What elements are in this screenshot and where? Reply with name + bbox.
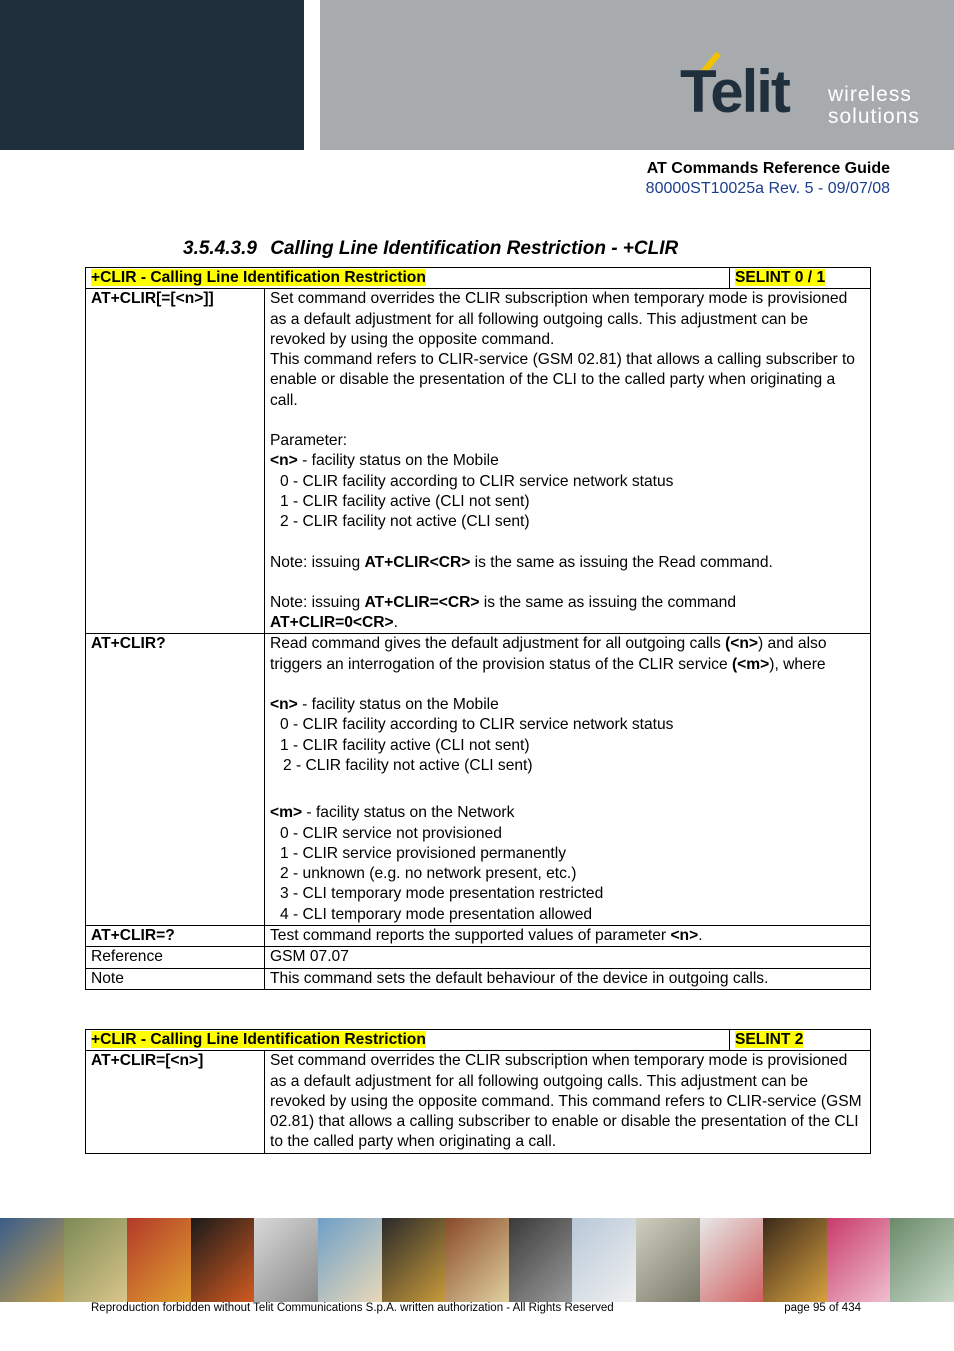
param-value: 2 - CLIR facility not active (CLI sent) (280, 513, 530, 531)
photo-tile (0, 1218, 64, 1302)
desc-param: (<n> (725, 635, 759, 653)
table-row (86, 968, 871, 989)
table-title: +CLIR - Calling Line Identification Restriction (91, 269, 426, 286)
table-row (86, 1051, 871, 1153)
parameter-label: Parameter: (270, 432, 348, 450)
table-title: +CLIR - Calling Line Identification Restriction (91, 1031, 426, 1048)
desc-param: <n> (670, 927, 699, 945)
parameter-m (270, 803, 865, 823)
photo-tile (382, 1218, 446, 1302)
param-value: 1 - CLIR facility active (CLI not sent) (280, 492, 530, 510)
section-title: Calling Line Identification Restriction - +CLIR (270, 238, 679, 259)
footer-rights: Reproduction forbidden without Telit Communications S.p.A. written authorization - All Rights Reserved (91, 1302, 614, 1314)
guide-revision: 80000ST10025a Rev. 5 - 09/07/08 (645, 180, 890, 197)
table-row (86, 947, 871, 968)
note-pre: Note: issuing (270, 553, 365, 571)
description-cell: This command sets the default behaviour of the device in outgoing calls. (265, 968, 871, 989)
note-cmd: AT+CLIR=0<CR> (270, 614, 394, 632)
telit-logo (676, 48, 936, 132)
description-text: Set command overrides the CLIR subscription when temporary mode is provisioned as a default adjustment for all following outgoing calls. This adjustment can be revoked by using the opposite command. (270, 290, 848, 348)
table-row (86, 926, 871, 947)
table-row (86, 289, 871, 634)
note-pre: Note: issuing (270, 593, 365, 611)
photo-tile (509, 1218, 573, 1302)
note-text (270, 553, 865, 573)
description-cell: Set command overrides the CLIR subscription when temporary mode is provisioned as a default adjustment for all following outgoing calls. This adjustment can be revoked by using the opposite command. This command refers to CLIR-service (GSM 02.81) that allows a calling subscriber to enable or disable the presentation of the CLI to the called party when originating a call. (265, 1051, 871, 1153)
note-end: . (393, 614, 398, 632)
command-cell: AT+CLIR=[<n>] (86, 1051, 265, 1153)
photo-tile (318, 1218, 382, 1302)
header-dark-panel (0, 0, 304, 150)
parameter-n (270, 695, 865, 715)
description-cell (265, 926, 871, 947)
note-text (270, 613, 865, 633)
selint-label: SELINT 0 / 1 (735, 269, 826, 286)
photo-tile (191, 1218, 255, 1302)
parameter-n (270, 451, 865, 471)
note-text (270, 593, 865, 613)
photo-tile (827, 1218, 891, 1302)
clir-table-selint-0-1 (85, 267, 871, 990)
desc-part: Read command gives the default adjustment for all outgoing calls (270, 635, 726, 653)
description-text (270, 634, 865, 675)
param-value: 0 - CLIR facility according to CLIR service network status (280, 472, 674, 490)
guide-title: AT Commands Reference Guide (646, 160, 890, 177)
table-header-row (86, 1030, 871, 1051)
table-title-cell (86, 1030, 730, 1051)
photo-tile (127, 1218, 191, 1302)
photo-tile (445, 1218, 509, 1302)
photo-tile (64, 1218, 128, 1302)
param-name: <m> (270, 804, 303, 822)
description-cell: GSM 07.07 (265, 947, 871, 968)
document-title (646, 159, 890, 199)
param-value: 1 - CLIR facility active (CLI not sent) (280, 736, 530, 754)
photo-tile (890, 1218, 954, 1302)
photo-tile (636, 1218, 700, 1302)
page-number: page 95 of 434 (784, 1302, 861, 1314)
desc-param: (<m> (731, 655, 770, 673)
label-cell: Note (86, 968, 265, 989)
desc-part: ), where (769, 655, 826, 673)
param-value: 4 - CLI temporary mode presentation allowed (280, 905, 593, 923)
param-value: 0 - CLIR facility according to CLIR service network status (280, 716, 674, 734)
logo-word: Telit (680, 58, 789, 125)
section-number: 3.5.4.3.9 (183, 238, 257, 259)
param-name: <n> (270, 452, 298, 470)
desc-part: . (698, 927, 703, 945)
param-desc: - facility status on the Network (302, 804, 515, 822)
param-value: 2 - CLIR facility not active (CLI sent) (283, 756, 533, 774)
description-cell (265, 289, 871, 634)
description-cell (265, 634, 871, 926)
logo-tagline (828, 84, 920, 128)
command-cell: AT+CLIR[=[<n>]] (86, 289, 265, 634)
note-post: is the same as issuing the Read command. (470, 553, 773, 571)
photo-tile (572, 1218, 636, 1302)
section-heading (183, 238, 678, 260)
param-value: 0 - CLIR service not provisioned (280, 824, 502, 842)
selint-cell (730, 1030, 871, 1051)
label-cell: Reference (86, 947, 265, 968)
logo-tagline-1: wireless (828, 83, 912, 106)
param-name: <n> (270, 696, 298, 714)
table-row (86, 634, 871, 926)
description-text: This command refers to CLIR-service (GSM 02.81) that allows a calling subscriber to enable or disable the presentation of the CLI to the called party when originating a call. (270, 351, 855, 409)
note-post: is the same as issuing the command (479, 593, 737, 611)
param-value: 1 - CLIR service provisioned permanently (280, 844, 567, 862)
note-cmd: AT+CLIR=<CR> (364, 593, 480, 611)
photo-tile (763, 1218, 827, 1302)
logo-tagline-2: solutions (828, 105, 920, 128)
selint-label: SELINT 2 (735, 1031, 804, 1048)
desc-part: Test command reports the supported values of parameter (270, 927, 671, 945)
note-cmd: AT+CLIR<CR> (364, 553, 471, 571)
command-cell: AT+CLIR=? (86, 926, 265, 947)
desc-part: ) and also triggers an interrogation of the provision status of the CLIR service (270, 635, 827, 673)
table-title-cell (86, 268, 730, 289)
photo-tile (254, 1218, 318, 1302)
param-value: 2 - unknown (e.g. no network present, etc.) (280, 865, 577, 883)
clir-table-selint-2 (85, 1029, 871, 1154)
param-desc: - facility status on the Mobile (297, 696, 499, 714)
table-header-row (86, 268, 871, 289)
param-desc: - facility status on the Mobile (297, 452, 499, 470)
photo-tile (700, 1218, 764, 1302)
selint-cell (730, 268, 871, 289)
footer-photo-strip (0, 1218, 954, 1302)
command-cell: AT+CLIR? (86, 634, 265, 926)
param-value: 3 - CLI temporary mode presentation restricted (280, 885, 604, 903)
